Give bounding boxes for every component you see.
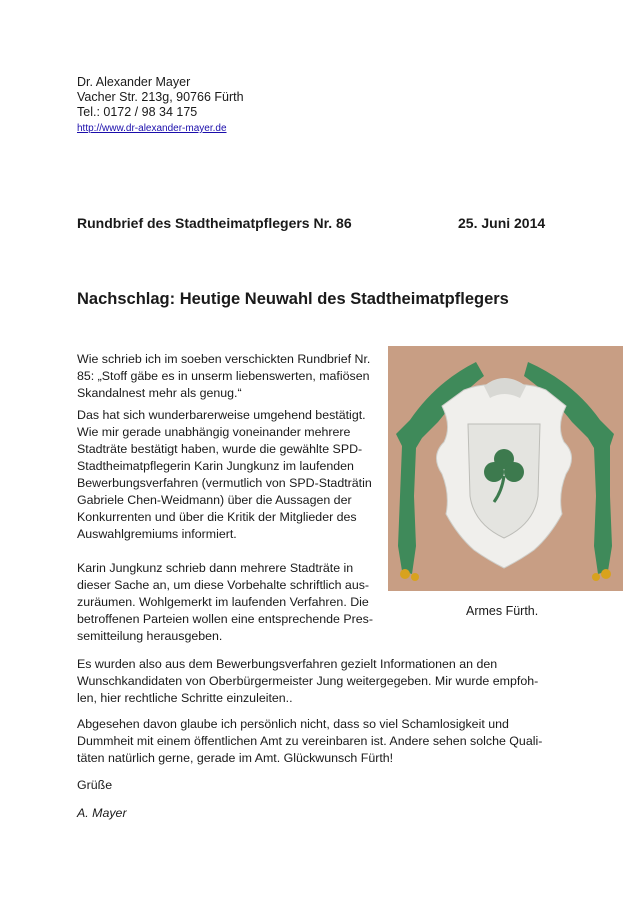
newsletter-title: Rundbrief des Stadtheimatpflegers Nr. 86: [77, 215, 352, 231]
coat-of-arms-photo: [388, 346, 623, 591]
sender-phone: Tel.: 0172 / 98 34 175: [77, 105, 198, 119]
paragraph-2: Das hat sich wunderbarerweise umgehend bestätigt. Wie mir gerade unabhängig voneinander mehrere Stadträte bestätigt haben, wurde die gewählte SPD- Stadtheimatpflegerin Karin Jungkunz im laufenden Bewerbungsverfahren (vermutlich von SPD-Stadträtin Gabriele Chen-Weidmann) über die Aussagen der Konkurrenten und über die Kritik der Mitglieder des Auswahlgremiums informiert.: [77, 408, 372, 541]
headline: Nachschlag: Heutige Neuwahl des Stadtheimatpflegers: [77, 290, 509, 308]
signature: A. Mayer: [77, 806, 127, 820]
closing: Grüße: [77, 778, 113, 792]
paragraph-3: Karin Jungkunz schrieb dann mehrere Stadträte in dieser Sache an, um diese Vorbehalte schriftlich aus- zuräumen. Wohlgemerkt im laufenden Verfahren. Die betroffenen Parteien wollen eine entsprechende Pres- semitteilung herausgeben.: [77, 561, 373, 643]
paragraph-5: Abgesehen davon glaube ich persönlich nicht, dass so viel Schamlosigkeit und Dummheit mit einem öffentlichen Amt zu vereinbaren ist. Andere sehen solche Quali- täten natürlich gerne, gerade im Amt. Glückwunsch Fürth!: [77, 717, 543, 765]
sender-block: [77, 75, 244, 136]
photo-caption: Armes Fürth.: [466, 604, 539, 618]
newsletter-date: 25. Juni 2014: [458, 215, 546, 231]
sender-address: Vacher Str. 213g, 90766 Fürth: [77, 90, 244, 104]
sender-website-link[interactable]: http://www.dr-alexander-mayer.de: [77, 123, 227, 134]
sender-name: Dr. Alexander Mayer: [77, 75, 191, 89]
paragraph-4: Es wurden also aus dem Bewerbungsverfahren gezielt Informationen an den Wunschkandidaten von Oberbürgermeister Jung weitergegeben. Mir wurde empfoh- len, hier rechtliche Schritte einzuleiten..: [77, 657, 539, 705]
paragraph-1: Wie schrieb ich im soeben verschickten Rundbrief Nr. 85: „Stoff gäbe es in unserm liebenswerten, mafiösen Skandalnest mehr als genug.“: [77, 352, 371, 400]
